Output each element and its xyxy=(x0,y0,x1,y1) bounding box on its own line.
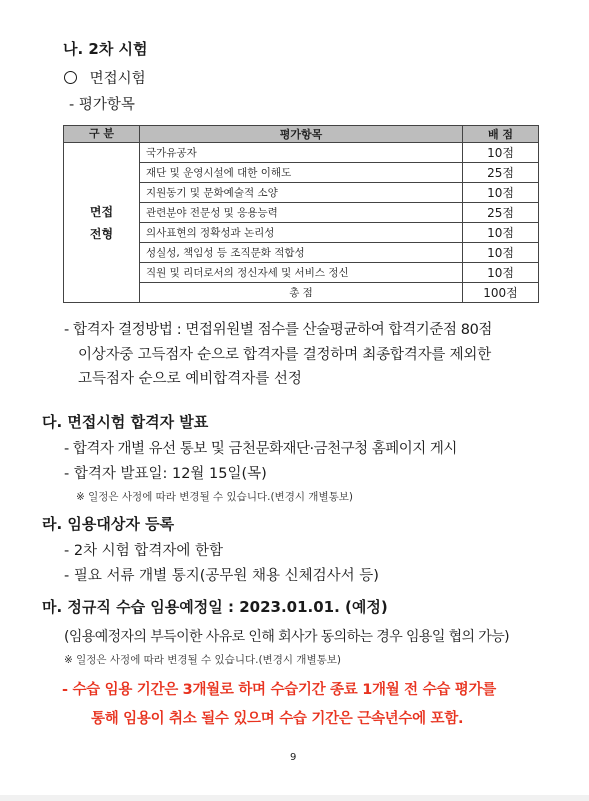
decision-line-3: 고득점자 순으로 예비합격자를 선정 xyxy=(78,371,302,387)
row-item: 성실성, 책임성 등 조직문화 적합성 xyxy=(140,243,463,263)
header-category: 구 분 xyxy=(64,126,140,143)
header-score: 배 점 xyxy=(463,126,539,143)
probation-warning-line-2: 통해 임용이 취소 될수 있으며 수습 기간은 근속년수에 포함. xyxy=(91,711,464,727)
total-label: 총 점 xyxy=(140,283,463,303)
row-score: 25점 xyxy=(463,163,539,183)
row-item: 국가유공자 xyxy=(140,143,463,163)
row-item: 지원동기 및 문화예술적 소양 xyxy=(140,183,463,203)
row-item: 재단 및 운영시설에 대한 이해도 xyxy=(140,163,463,183)
table-header-row xyxy=(64,126,539,143)
interview-subheading-label: 면접시험 xyxy=(89,71,146,87)
decision-line-2: 이상자중 고득점자 순으로 합격자를 결정하며 최종합격자를 제외한 xyxy=(78,347,492,363)
row-score: 10점 xyxy=(463,263,539,283)
circle-bullet-icon xyxy=(64,71,77,84)
row-score: 10점 xyxy=(463,223,539,243)
row-score: 10점 xyxy=(463,143,539,163)
announce-line-2: - 합격자 발표일: 12월 15일(목) xyxy=(64,466,267,482)
header-item: 평가항목 xyxy=(140,126,463,143)
row-item: 직원 및 리더로서의 정신자세 및 서비스 정신 xyxy=(140,263,463,283)
interview-subheading xyxy=(64,67,146,88)
page-bottom-shadow xyxy=(0,795,589,801)
evaluation-table xyxy=(63,125,539,303)
schedule-note-2: ※ 일정은 사정에 따라 변경될 수 있습니다.(변경시 개별통보) xyxy=(64,654,341,666)
announce-line-1: - 합격자 개별 유선 통보 및 금천문화재단·금천구청 홈페이지 게시 xyxy=(64,441,457,457)
register-line-2: - 필요 서류 개별 통지(공무원 채용 신체검사서 등) xyxy=(64,568,379,584)
category-line-1: 면접 xyxy=(89,204,114,219)
section-ra-title: 라. 임용대상자 등록 xyxy=(42,515,175,533)
section-ma-title: 마. 정규직 수습 임용예정일 : 2023.01.01. (예정) xyxy=(42,598,388,616)
category-cell xyxy=(64,143,140,303)
row-score: 10점 xyxy=(463,183,539,203)
row-score: 10점 xyxy=(463,243,539,263)
register-line-1: - 2차 시험 합격자에 한함 xyxy=(64,543,223,559)
eval-items-label: - 평가항목 xyxy=(69,97,135,113)
total-score: 100점 xyxy=(463,283,539,303)
page-number: 9 xyxy=(290,752,297,763)
section-na-title: 나. 2차 시험 xyxy=(63,40,148,58)
probation-warning-line-1: - 수습 임용 기간은 3개월로 하며 수습기간 종료 1개월 전 수습 평가를 xyxy=(62,682,496,698)
decision-line-1: - 합격자 결정방법 : 면접위원별 점수를 산술평균하여 합격기준점 80점 xyxy=(64,322,493,338)
row-item: 의사표현의 정확성과 논리성 xyxy=(140,223,463,243)
schedule-note-1: ※ 일정은 사정에 따라 변경될 수 있습니다.(변경시 개별통보) xyxy=(76,491,353,503)
row-item: 관련분야 전문성 및 응용능력 xyxy=(140,203,463,223)
section-da-title: 다. 면접시험 합격자 발표 xyxy=(42,413,209,431)
row-score: 25점 xyxy=(463,203,539,223)
table-row xyxy=(64,143,539,163)
appointment-note: (임용예정자의 부득이한 사유로 인해 회사가 동의하는 경우 임용일 협의 가능) xyxy=(64,629,510,645)
category-line-2: 전형 xyxy=(89,226,114,241)
